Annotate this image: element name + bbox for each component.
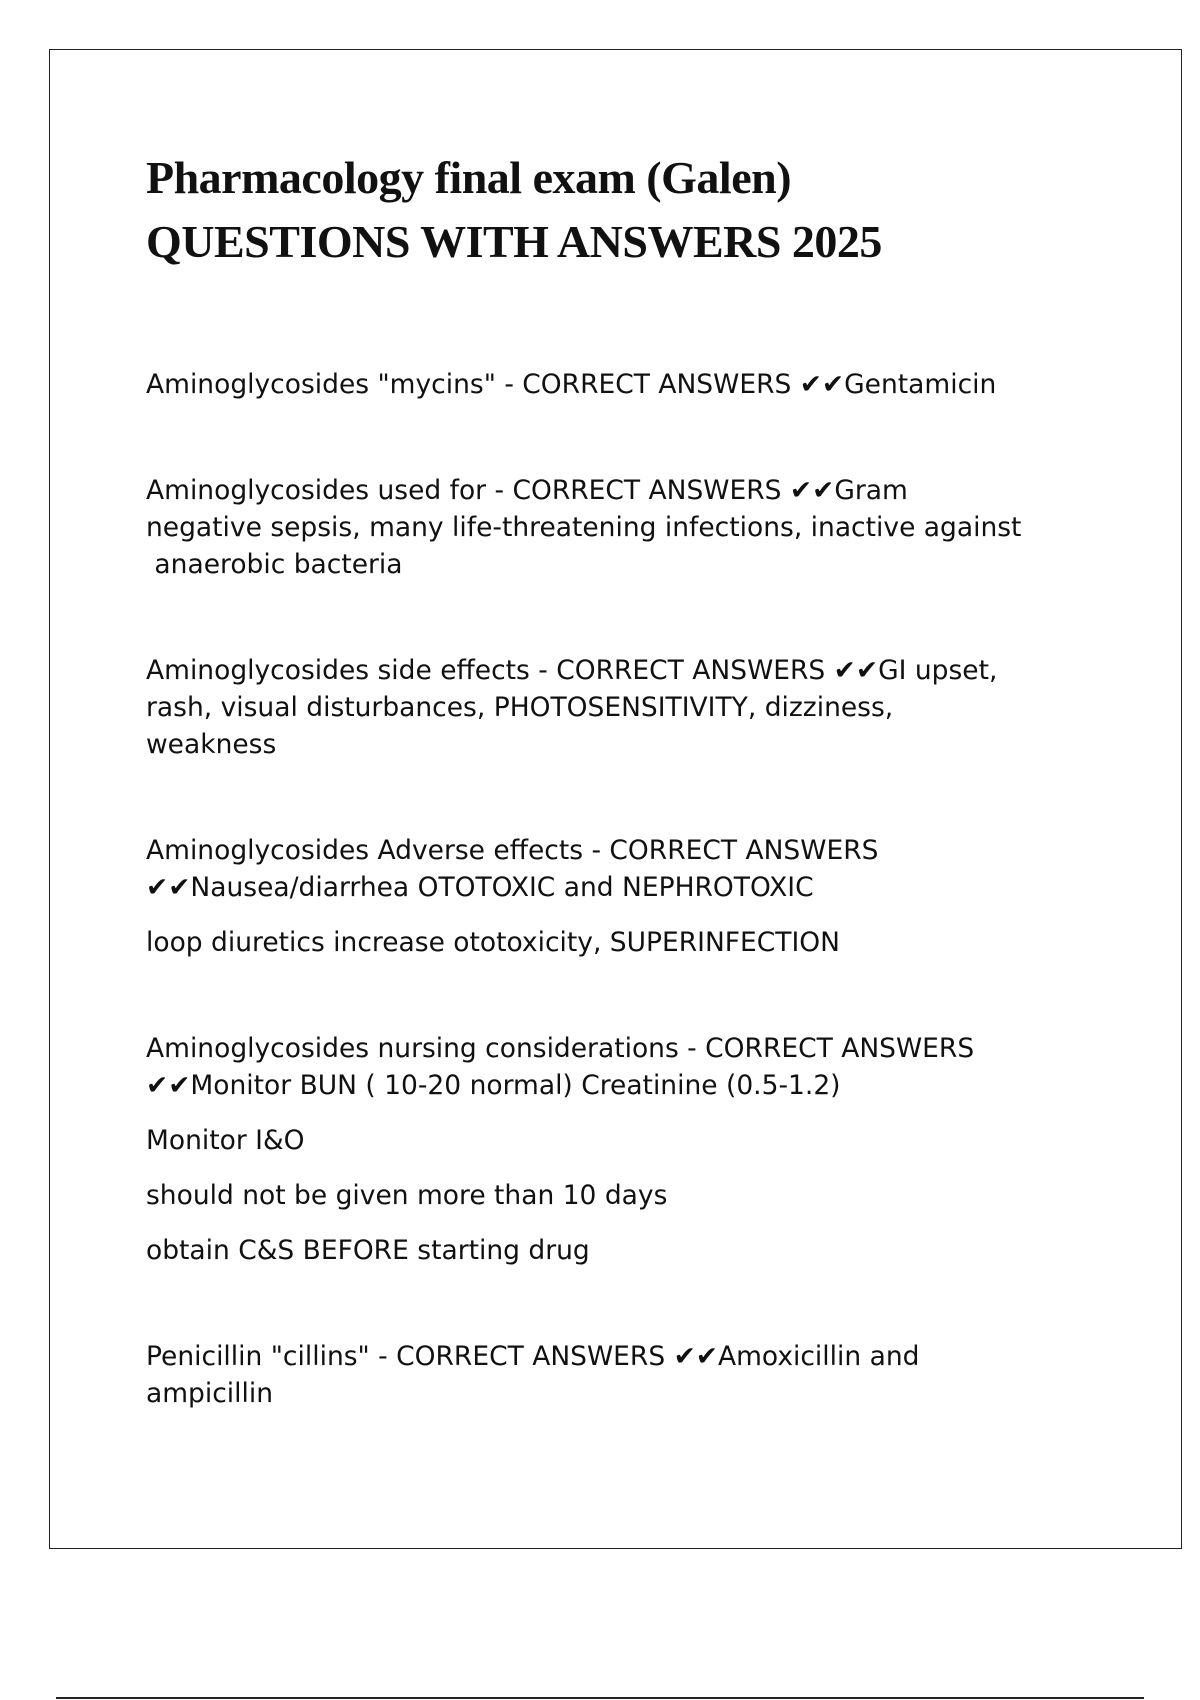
qa-text-line: negative sepsis, many life-threatening infections, inactive against [146,512,1022,543]
qa-text-line: Aminoglycosides used for - CORRECT ANSWERS ✔✔Gram [146,475,908,506]
qa-text-line: Aminoglycosides Adverse effects - CORRECT ANSWERS [146,835,879,866]
title-line-1: Pharmacology final exam (Galen) [146,152,792,203]
qa-item [146,832,1096,961]
qa-extra-line: obtain C&S BEFORE starting drug [146,1235,590,1266]
qa-text-line: Penicillin "cillins" - CORRECT ANSWERS ✔✔Amoxicillin and [146,1341,920,1372]
document-title [146,146,882,274]
qa-item [146,1030,1096,1269]
qa-item [146,366,1096,403]
qa-text-line: ampicillin [146,1378,274,1409]
qa-extra-line: loop diuretics increase ototoxicity, SUPERINFECTION [146,927,840,958]
qa-text-line: anaerobic bacteria [146,549,403,580]
qa-item [146,472,1096,583]
qa-text-line: ✔✔Nausea/diarrhea OTOTOXIC and NEPHROTOXIC [146,872,814,903]
qa-text-line: Aminoglycosides nursing considerations - CORRECT ANSWERS [146,1033,975,1064]
qa-list [146,366,1096,1412]
qa-text-line: Aminoglycosides "mycins" - CORRECT ANSWERS ✔✔Gentamicin [146,369,997,400]
qa-extra-line: Monitor I&O [146,1125,305,1156]
qa-extra-line: should not be given more than 10 days [146,1180,668,1211]
qa-item [146,1338,1096,1412]
qa-text-line: rash, visual disturbances, PHOTOSENSITIVITY, dizziness, [146,692,894,723]
qa-text-line: weakness [146,729,277,760]
qa-text-line: ✔✔Monitor BUN ( 10-20 normal) Creatinine (0.5-1.2) [146,1070,841,1101]
title-line-2: QUESTIONS WITH ANSWERS 2025 [146,216,882,267]
qa-item [146,652,1096,763]
qa-text-line: Aminoglycosides side effects - CORRECT ANSWERS ✔✔GI upset, [146,655,998,686]
footer-divider [56,1697,1144,1699]
